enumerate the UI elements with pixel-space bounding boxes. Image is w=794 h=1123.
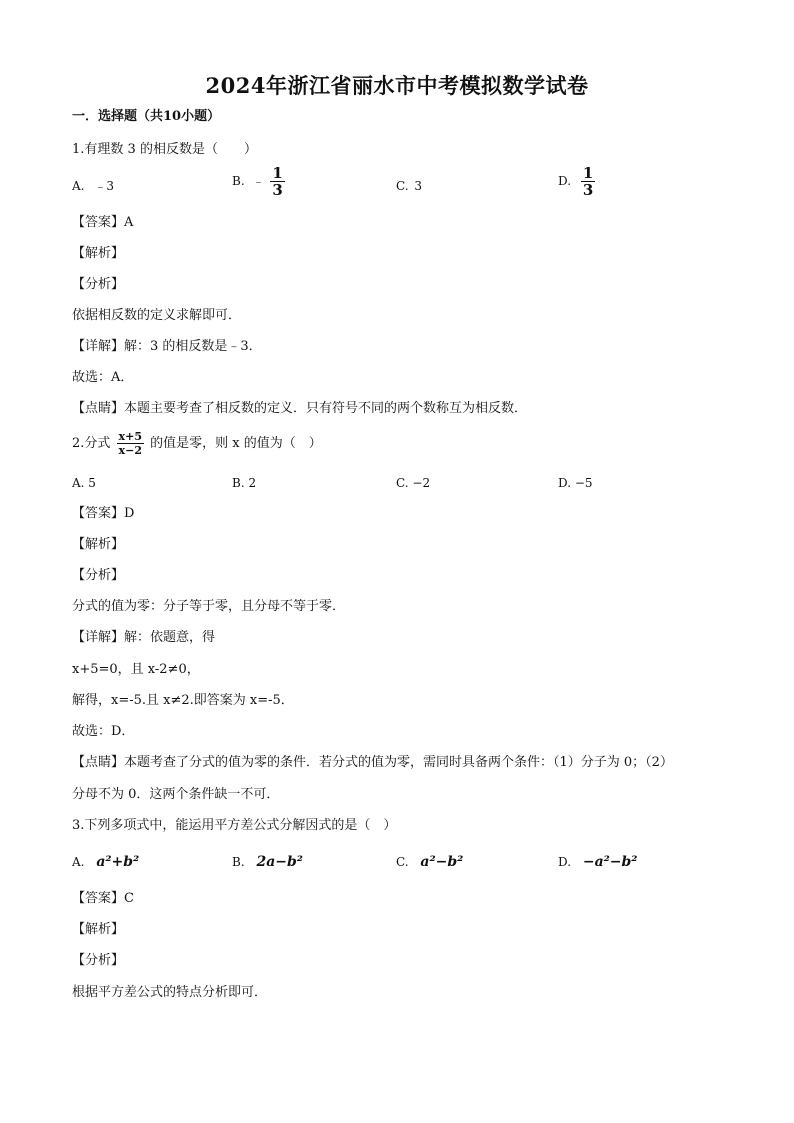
stem-prefix: 2.分式 (72, 436, 111, 451)
fraction-numerator: x+5 (118, 430, 142, 443)
q3-option-c (396, 853, 463, 871)
fraction-denominator: 3 (272, 181, 283, 199)
q1-xiangjie: 【详解】解：3 的相反数是﹣3． (72, 339, 262, 354)
q3-option-b (232, 853, 303, 871)
q2-option-b: B. 2 (232, 476, 257, 490)
q1-dianjing: 【点睛】本题主要考查了相反数的定义．只有符号不同的两个数称互为相反数． (72, 401, 528, 416)
q1-fenxi: 【分析】 (72, 277, 125, 292)
q1-option-a (72, 177, 114, 195)
fraction (117, 430, 144, 457)
q1-guxuan: 故选：A． (72, 370, 134, 385)
q2-step-2: 解得，x=-5.且 x≠2.即答案为 x=-5． (72, 693, 294, 708)
q1-option-c (396, 177, 422, 195)
q1-option-b (232, 165, 287, 198)
fraction-numerator: 1 (582, 164, 594, 182)
q2-fenxi-text: 分式的值为零：分子等于零，且分母不等于零． (72, 599, 346, 614)
option-expression: −a²−b² (582, 854, 638, 870)
q2-option-d: D. −5 (558, 476, 593, 490)
q1-answer: 【答案】A (72, 215, 134, 230)
section-heading: 一．选择题（共10小题） (72, 109, 221, 124)
option-label: C. (396, 855, 409, 869)
option-label: A. (72, 855, 85, 869)
q2-jiexi: 【解析】 (72, 537, 125, 552)
option-value: ﹣3 (94, 179, 114, 193)
q2-xiangjie: 【详解】解：依题意，得 (72, 630, 216, 645)
q3-fenxi-text: 根据平方差公式的特点分析即可． (72, 985, 268, 1000)
q3-fenxi: 【分析】 (72, 953, 125, 968)
q2-dianjing-1: 【点睛】本题考查了分式的值为零的条件．若分式的值为零，需同时具备两个条件：（1）分子为 0；（2） (72, 755, 673, 770)
q2-answer: 【答案】D (72, 506, 135, 521)
q3-jiexi: 【解析】 (72, 922, 125, 937)
option-expression: a²+b² (96, 854, 140, 870)
q1-jiexi: 【解析】 (72, 246, 125, 261)
option-label: B. (232, 855, 245, 869)
fraction-denominator: 3 (582, 181, 594, 199)
option-label: C. (396, 179, 409, 193)
q2-fenxi: 【分析】 (72, 568, 125, 583)
option-expression: a²−b² (420, 854, 464, 870)
fraction-denominator: x−2 (118, 444, 142, 457)
option-label: A. (72, 179, 85, 193)
q2-guxuan: 故选：D． (72, 724, 135, 739)
option-label: D. (558, 855, 572, 869)
fraction (270, 165, 284, 198)
q1-fenxi-text: 依据相反数的定义求解即可． (72, 308, 242, 323)
question-3-stem: 3.下列多项式中，能运用平方差公式分解因式的是（ ） (72, 818, 397, 833)
q3-answer: 【答案】C (72, 891, 134, 906)
q2-dianjing-2: 分母不为 0．这两个条件缺一不可． (72, 787, 280, 802)
option-label: B. (232, 174, 245, 188)
question-2-stem (72, 430, 322, 457)
option-label: D. (558, 174, 572, 188)
question-1-stem: 1.有理数 3 的相反数是（ ） (72, 142, 257, 157)
q1-option-d (558, 165, 597, 198)
q2-step-1: x+5=0，且 x-2≠0， (72, 662, 200, 677)
fraction (581, 165, 595, 198)
fraction-numerator: 1 (272, 164, 283, 182)
option-expression: 2a−b² (256, 854, 303, 870)
exam-title: 2024年浙江省丽水市中考模拟数学试卷 (205, 73, 589, 98)
q3-option-d (558, 853, 637, 871)
stem-suffix: 的值是零，则 x 的值为（ ） (150, 436, 322, 451)
option-value: 3 (414, 179, 423, 193)
q2-option-a: A. 5 (72, 476, 96, 490)
q3-option-a (72, 853, 139, 871)
option-sign: ﹣ (252, 174, 265, 188)
q2-option-c: C. −2 (396, 476, 431, 490)
